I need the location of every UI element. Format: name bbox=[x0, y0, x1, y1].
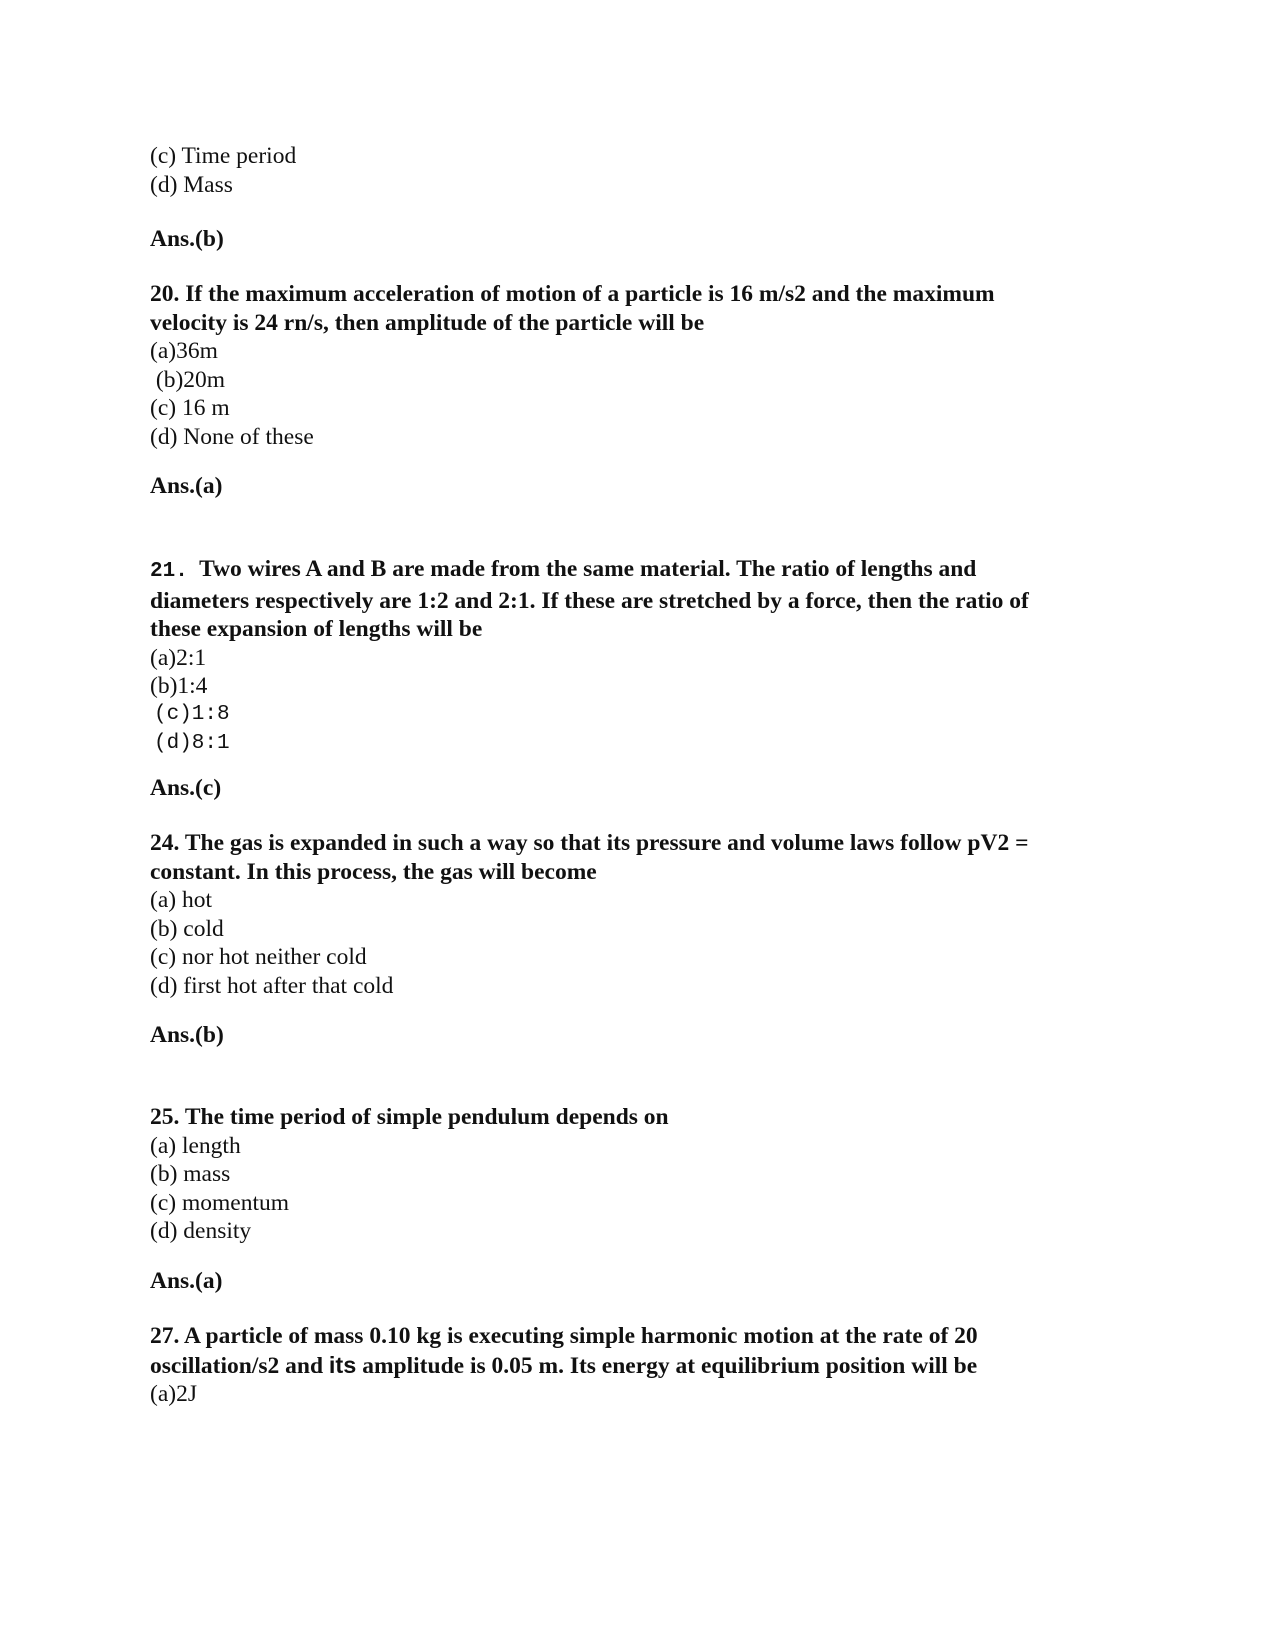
question-text-line: 25. The time period of simple pendulum depends on bbox=[150, 1104, 669, 1130]
question-19-options bbox=[150, 142, 1110, 199]
answer-25: Ans.(a) bbox=[150, 1268, 223, 1294]
option-a: (a) length bbox=[150, 1132, 241, 1159]
question-number: 21. bbox=[150, 560, 188, 583]
option-a: (a)2J bbox=[150, 1381, 197, 1408]
option-c: (c) nor hot neither cold bbox=[150, 944, 367, 971]
question-text-line bbox=[150, 555, 1110, 587]
option-c: (c)1:8 bbox=[154, 702, 230, 726]
question-25 bbox=[150, 1103, 1110, 1246]
question-21 bbox=[150, 555, 1110, 758]
option-a: (a) hot bbox=[150, 887, 212, 914]
option-b: (b)1:4 bbox=[150, 673, 208, 700]
answer-20: Ans.(a) bbox=[150, 473, 223, 499]
question-24 bbox=[150, 829, 1110, 1001]
option-c: (c) momentum bbox=[150, 1189, 290, 1216]
question-text-line: 20. If the maximum acceleration of motion of a particle is 16 m/s2 and the maximum bbox=[150, 281, 995, 307]
question-text-part: oscillation/s2 and bbox=[150, 1352, 329, 1379]
question-text-rest: Two wires A and B are made from the same material. The ratio of lengths and bbox=[199, 556, 977, 582]
option-c: (c) Time period bbox=[150, 143, 297, 169]
option-d: (d) None of these bbox=[150, 423, 314, 450]
question-text-its: its bbox=[328, 1351, 357, 1378]
answer-21: Ans.(c) bbox=[150, 775, 222, 801]
question-text-line: these expansion of lengths will be bbox=[150, 616, 483, 643]
option-c: (c) 16 m bbox=[150, 395, 230, 422]
option-d: (d) density bbox=[150, 1218, 252, 1245]
question-text-line bbox=[150, 1351, 1110, 1381]
option-b: (b) cold bbox=[150, 915, 224, 942]
answer-19: Ans.(b) bbox=[150, 226, 224, 252]
option-d: (d) Mass bbox=[150, 171, 233, 198]
question-20 bbox=[150, 280, 1110, 452]
question-text-line: constant. In this process, the gas will become bbox=[150, 858, 597, 885]
option-d: (d) first hot after that cold bbox=[150, 972, 394, 999]
question-27 bbox=[150, 1322, 1110, 1409]
question-text-line: velocity is 24 rn/s, then amplitude of the particle will be bbox=[150, 309, 705, 336]
option-b: (b)20m bbox=[150, 366, 226, 393]
question-text-line: diameters respectively are 1:2 and 2:1. If these are stretched by a force, then the ratio of bbox=[150, 587, 1029, 614]
option-d: (d)8:1 bbox=[154, 731, 230, 755]
option-a: (a)2:1 bbox=[150, 644, 207, 671]
question-text-part: amplitude is 0.05 m. Its energy at equilibrium position will be bbox=[356, 1352, 978, 1379]
question-text-line: 27. A particle of mass 0.10 kg is executing simple harmonic motion at the rate of 20 bbox=[150, 1323, 978, 1349]
answer-24: Ans.(b) bbox=[150, 1022, 224, 1048]
question-text-line: 24. The gas is expanded in such a way so that its pressure and volume laws follow pV2 = bbox=[150, 830, 1029, 856]
option-b: (b) mass bbox=[150, 1161, 231, 1188]
option-a: (a)36m bbox=[150, 338, 218, 365]
